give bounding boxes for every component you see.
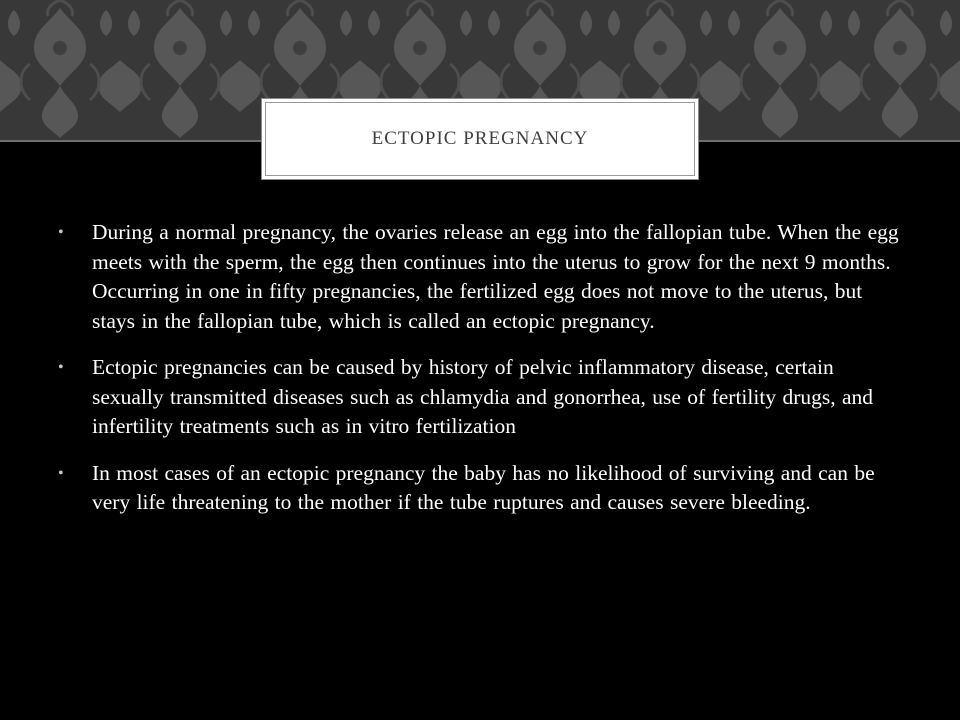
bullet-text: During a normal pregnancy, the ovaries release an egg into the fallopian tube. When the egg meets with the sperm, the egg then continues into the uterus to grow for the next 9 months. Occurring in one in fifty pregnancies, the fertilized egg does not move to the uterus, but stays in the fallopian tube, which is called an ectopic pregnancy. — [92, 220, 899, 333]
title-box — [261, 98, 699, 180]
bullet-item — [56, 353, 906, 442]
bullet-icon: • — [58, 359, 64, 376]
bullet-icon: • — [58, 464, 64, 482]
bullet-text: Ectopic pregnancies can be caused by history of pelvic inflammatory disease, certain sexually transmitted diseases such as chlamydia and gonorrhea, use of fertility drugs, and infertility treatments such as in vitro fertilization — [92, 355, 874, 438]
bullet-item — [56, 218, 906, 336]
bullet-item — [56, 459, 906, 518]
bullet-icon: • — [58, 224, 64, 241]
slide-title: ECTOPIC PREGNANCY — [371, 128, 589, 149]
bullet-list — [56, 218, 906, 535]
bullet-text: In most cases of an ectopic pregnancy the baby has no likelihood of surviving and can be very life threatening to the mother if the tube ruptures and causes severe bleeding. — [92, 460, 875, 514]
